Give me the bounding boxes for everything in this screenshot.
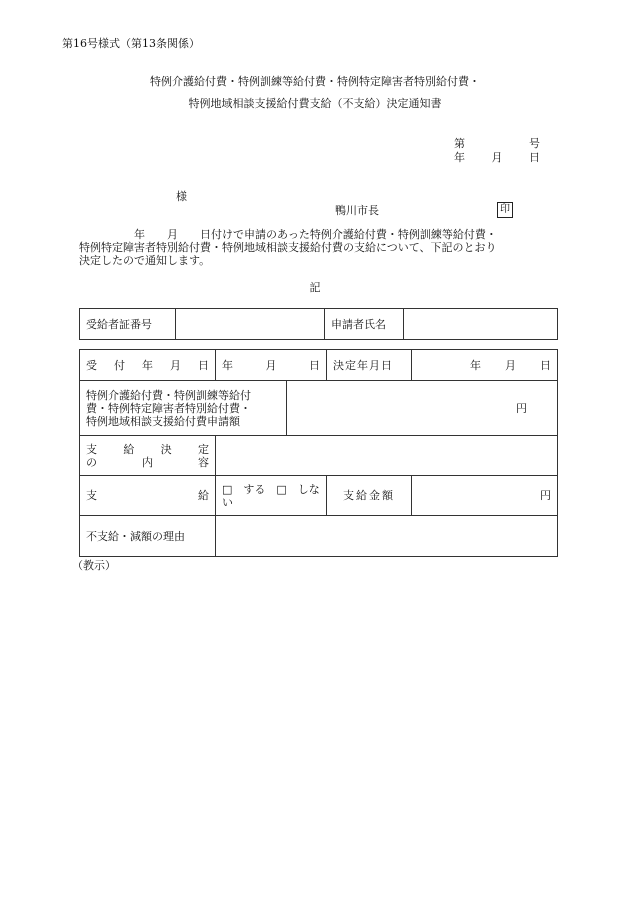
notice-body xyxy=(79,228,559,267)
received-char-1: 受 xyxy=(86,358,97,372)
notice-body-line2: 特例特定障害者特別給付費・特例地域相談支援給付費の支給について、下記のとおり xyxy=(79,241,497,254)
doc-date-month: 月 xyxy=(491,151,503,164)
recipient-id-value[interactable] xyxy=(176,309,325,340)
received-char-5: 日 xyxy=(198,358,209,372)
recipient-suffix: 様 xyxy=(176,190,187,203)
document-title-line2: 特例地域相談支援給付費支給（不支給）決定通知書 xyxy=(188,97,442,110)
received-date-label xyxy=(80,350,216,381)
decision-content-label xyxy=(80,436,216,476)
notice-body-line1: 年 月 日付けで申請のあった特例介護給付費・特例訓練等給付費・ xyxy=(79,228,497,241)
content-char-2: 給 xyxy=(123,442,135,456)
payment-options[interactable]: □ する □ しない xyxy=(216,476,327,516)
decision-year: 年 xyxy=(470,358,481,372)
doc-date-year: 年 xyxy=(454,151,465,164)
decision-day: 日 xyxy=(540,358,551,372)
received-month: 月 xyxy=(265,358,277,372)
received-date-value[interactable] xyxy=(216,350,327,381)
application-amount-label-line1: 特例介護給付費・特例訓練等給付 xyxy=(86,388,251,402)
content-char-1: 支 xyxy=(86,442,97,456)
payment-amount-unit: 円 xyxy=(540,489,551,502)
applicant-name-label: 申請者氏名 xyxy=(325,309,404,340)
payment-amount-value[interactable] xyxy=(412,476,558,516)
application-amount-unit: 円 xyxy=(516,401,527,415)
application-amount-value[interactable] xyxy=(287,381,558,436)
decision-date-value[interactable] xyxy=(412,350,558,381)
received-year: 年 xyxy=(222,358,233,372)
form-number: 第16号様式（第13条関係） xyxy=(62,37,200,50)
document-title-line1: 特例介護給付費・特例訓練等給付費・特例特定障害者特別給付費・ xyxy=(150,75,480,88)
decision-content-value[interactable] xyxy=(216,436,558,476)
recipient-table xyxy=(79,308,558,340)
notice-body-line3: 決定したので通知します。 xyxy=(79,254,211,267)
content-char-4: 定 xyxy=(197,442,209,456)
received-day: 日 xyxy=(309,358,320,372)
decision-month: 月 xyxy=(505,358,516,372)
received-char-4: 月 xyxy=(170,358,181,372)
decision-date-label: 決定年月日 xyxy=(327,350,412,381)
refusal-reason-label: 不支給・減額の理由 xyxy=(80,516,216,557)
payment-amount-label: 支給金額 xyxy=(327,476,412,516)
ki-heading: 記 xyxy=(309,281,321,294)
document-date xyxy=(454,151,540,164)
application-amount-label xyxy=(80,381,287,436)
payment-label xyxy=(80,476,216,516)
issuer-name: 鴨川市長 xyxy=(335,204,379,217)
received-char-2: 付 xyxy=(114,358,125,372)
recipient-id-label: 受給者証番号 xyxy=(80,309,176,340)
refusal-reason-value[interactable] xyxy=(216,516,558,557)
payment-char-1: 支 xyxy=(86,489,97,502)
document-number xyxy=(454,137,540,150)
doc-date-day: 日 xyxy=(529,151,540,164)
content-char-5: の xyxy=(86,455,97,469)
applicant-name-value[interactable] xyxy=(404,309,558,340)
payment-char-2: 給 xyxy=(198,489,209,502)
content-char-7: 容 xyxy=(198,455,209,469)
application-amount-label-line2: 費・特例特定障害者特別給付費・ xyxy=(86,401,251,415)
doc-number-go: 号 xyxy=(529,137,540,150)
seal-stamp-box: 印 xyxy=(497,202,513,218)
application-amount-label-line3: 特例地域相談支援給付費申請額 xyxy=(86,414,240,428)
content-char-3: 決 xyxy=(160,442,172,456)
content-char-6: 内 xyxy=(142,455,153,469)
doc-number-dai: 第 xyxy=(454,137,465,150)
instruction-label: （教示） xyxy=(72,559,116,572)
received-char-3: 年 xyxy=(142,358,153,372)
decision-table xyxy=(79,349,558,557)
